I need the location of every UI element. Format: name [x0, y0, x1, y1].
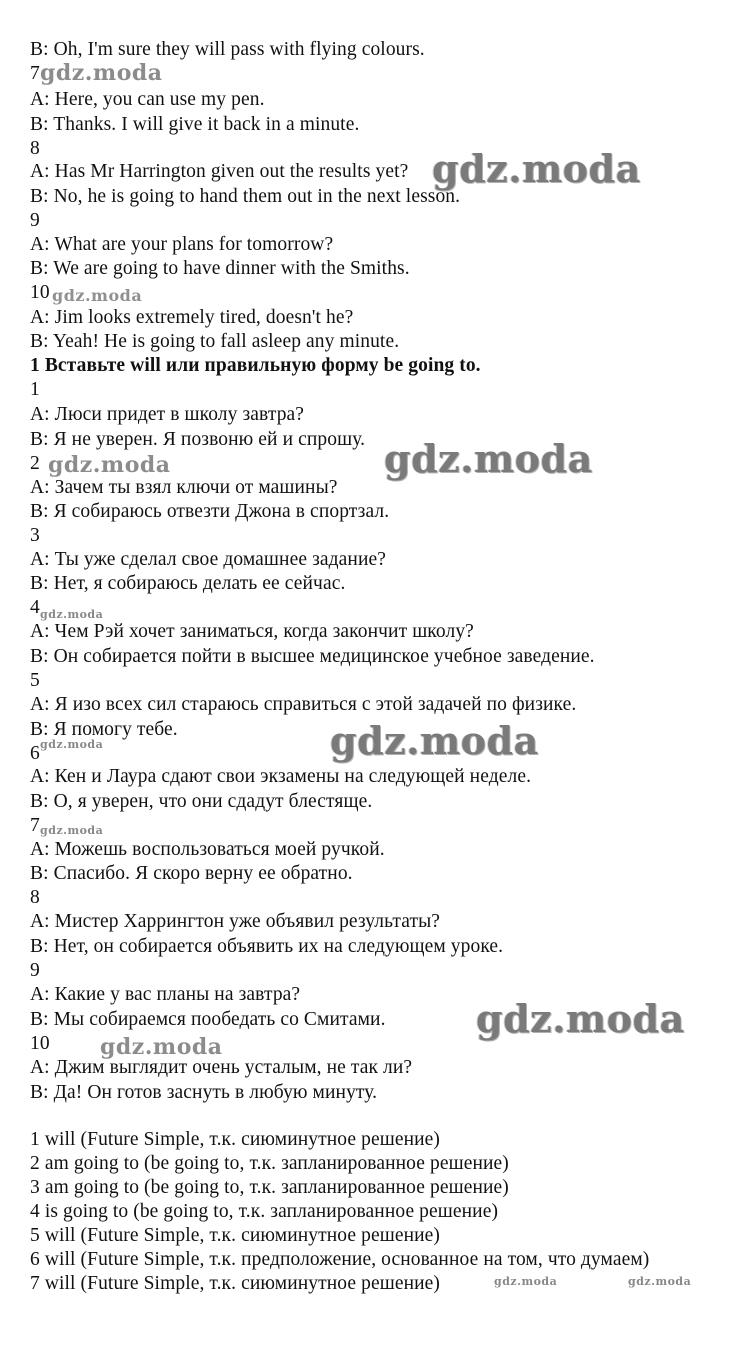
text-line: A: Люси придет в школу завтра?: [30, 404, 305, 425]
text-line: 6 will (Future Simple, т.к. предположение, основанное на том, что думаем): [30, 1249, 650, 1270]
text-line: 4 is going to (be going to, т.к. запланированное решение): [30, 1201, 499, 1222]
text-line: 4: [30, 597, 40, 618]
text-line: B: Спасибо. Я скоро верну ее обратно.: [30, 863, 353, 884]
text-line: B: Yeah! He is going to fall asleep any minute.: [30, 331, 400, 352]
text-line: B: О, я уверен, что они сдадут блестяще.: [30, 791, 373, 812]
text-line: 3: [30, 525, 40, 546]
text-line: A: Here, you can use my pen.: [30, 89, 265, 110]
watermark-logo: gdz.moda: [384, 436, 593, 481]
watermark-logo: gdz.moda: [476, 996, 685, 1041]
text-line: A: Какие у вас планы на завтра?: [30, 984, 301, 1005]
text-line: 9: [30, 210, 40, 231]
text-line: 1: [30, 379, 40, 400]
watermark-logo: gdz.moda: [48, 452, 171, 478]
text-line: A: Можешь воспользоваться моей ручкой.: [30, 839, 385, 860]
text-line: B: Я не уверен. Я позвоню ей и спрошу.: [30, 429, 366, 450]
text-line: 10: [30, 1033, 50, 1054]
watermark-logo: gdz.moda: [432, 146, 641, 191]
text-line: B: Я собираюсь отвезти Джона в спортзал.: [30, 501, 390, 522]
text-line: B: No, he is going to hand them out in the next lesson.: [30, 186, 461, 207]
text-line: B: Нет, он собирается объявить их на следующем уроке.: [30, 936, 504, 957]
text-line: B: Нет, я собираюсь делать ее сейчас.: [30, 573, 346, 594]
text-line: A: Чем Рэй хочет заниматься, когда закончит школу?: [30, 621, 474, 642]
section-heading: 1 Вставьте will или правильную форму be going to.: [30, 355, 481, 376]
text-line: 7: [30, 63, 40, 84]
watermark-logo: gdz.moda: [628, 1275, 692, 1288]
text-line: 2: [30, 453, 40, 474]
text-line: B: Мы собираемся пообедать со Смитами.: [30, 1009, 386, 1030]
watermark-logo: gdz.moda: [494, 1275, 558, 1288]
watermark-logo: gdz.moda: [40, 608, 104, 621]
text-line: A: Зачем ты взял ключи от машины?: [30, 477, 338, 498]
text-line: A: Я изо всех сил стараюсь справиться с этой задачей по физике.: [30, 694, 577, 715]
text-line: B: We are going to have dinner with the Smiths.: [30, 258, 410, 279]
text-line: 5: [30, 670, 40, 691]
watermark-logo: gdz.moda: [100, 1034, 223, 1060]
text-line: 7: [30, 815, 40, 836]
text-line: A: Has Mr Harrington given out the results yet?: [30, 161, 409, 182]
text-line: 8: [30, 138, 40, 159]
watermark-logo: gdz.moda: [40, 60, 163, 86]
text-line: 10: [30, 282, 50, 303]
text-line: B: Я помогу тебе.: [30, 719, 178, 740]
text-line: 9: [30, 960, 40, 981]
text-line: A: Кен и Лаура сдают свои экзамены на следующей неделе.: [30, 766, 532, 787]
watermark-logo: gdz.moda: [40, 738, 104, 751]
watermark-logo: gdz.moda: [330, 718, 539, 763]
text-line: 3 am going to (be going to, т.к. запланированное решение): [30, 1177, 509, 1198]
text-line: 1 will (Future Simple, т.к. сиюминутное решение): [30, 1129, 441, 1150]
watermark-logo: gdz.moda: [52, 286, 143, 305]
text-line: B: Thanks. I will give it back in a minute.: [30, 114, 360, 135]
text-line: 7 will (Future Simple, т.к. сиюминутное решение): [30, 1273, 441, 1294]
text-line: 2 am going to (be going to, т.к. запланированное решение): [30, 1153, 509, 1174]
text-line: A: Ты уже сделал свое домашнее задание?: [30, 549, 386, 570]
text-line: A: Джим выглядит очень усталым, не так ли?: [30, 1057, 413, 1078]
text-line: B: Oh, I'm sure they will pass with flying colours.: [30, 39, 425, 60]
text-line: B: Да! Он готов заснуть в любую минуту.: [30, 1082, 378, 1103]
text-line: 5 will (Future Simple, т.к. сиюминутное решение): [30, 1225, 441, 1246]
text-line: 8: [30, 887, 40, 908]
watermark-logo: gdz.moda: [40, 824, 104, 837]
text-line: B: Он собирается пойти в высшее медицинское учебное заведение.: [30, 646, 595, 667]
text-line: A: Мистер Харрингтон уже объявил результаты?: [30, 911, 441, 932]
text-line: 6: [30, 743, 40, 764]
text-line: A: What are your plans for tomorrow?: [30, 234, 334, 255]
text-line: A: Jim looks extremely tired, doesn't he?: [30, 307, 354, 328]
